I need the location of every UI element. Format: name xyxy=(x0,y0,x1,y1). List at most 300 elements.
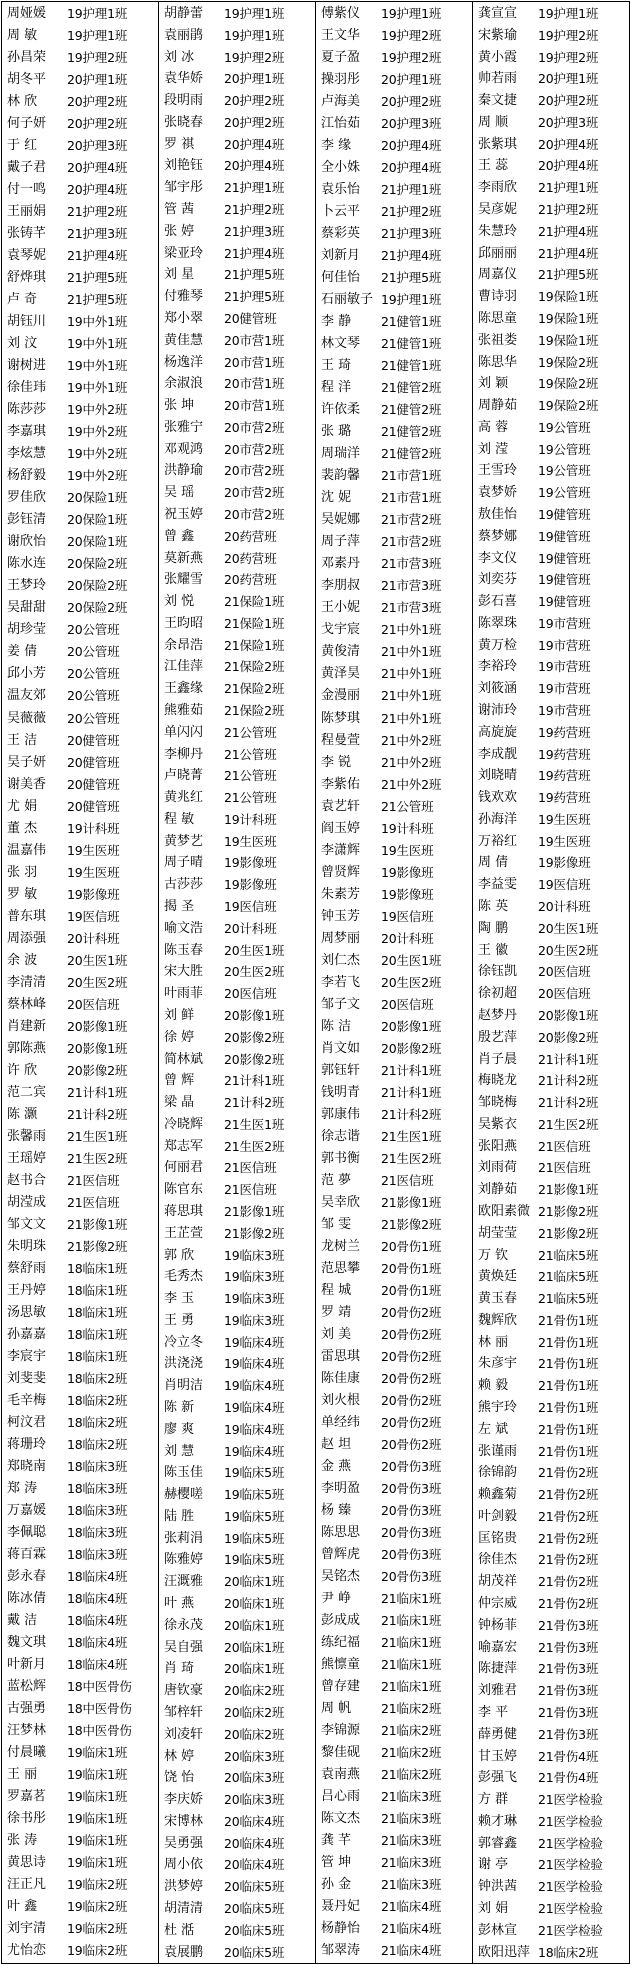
student-name: 林文琴 xyxy=(321,336,361,352)
student-name: 何子妍 xyxy=(7,116,47,132)
class-name: 20临床5班 xyxy=(224,1944,285,1960)
student-name: 李裕玲 xyxy=(478,659,518,675)
list-item xyxy=(473,439,629,461)
class-name: 19临床1班 xyxy=(67,1811,128,1827)
list-item xyxy=(316,289,472,311)
class-name: 20医信班 xyxy=(381,996,434,1012)
list-item xyxy=(2,1082,158,1104)
class-name: 21生医2班 xyxy=(67,1150,128,1166)
student-name: 彭石喜 xyxy=(478,594,518,610)
class-name: 20影像1班 xyxy=(381,1018,442,1034)
list-item xyxy=(316,597,472,619)
class-name: 18临床1班 xyxy=(67,1282,128,1298)
student-name: 谢 亭 xyxy=(478,1857,509,1873)
class-name: 19健管班 xyxy=(538,550,591,566)
list-item xyxy=(473,1332,629,1354)
class-name: 21医学检验 xyxy=(538,1900,603,1916)
student-name: 冷晓辉 xyxy=(164,1116,204,1132)
list-item xyxy=(473,1811,629,1833)
class-name: 18临床4班 xyxy=(67,1635,128,1651)
class-name: 21计科1班 xyxy=(538,1051,599,1067)
list-item xyxy=(316,619,472,641)
list-item xyxy=(159,1179,315,1201)
class-name: 20护理3班 xyxy=(538,114,599,130)
class-name: 20护理1班 xyxy=(224,71,285,87)
student-name: 毛秀杰 xyxy=(164,1269,204,1285)
student-name: 陈 英 xyxy=(478,899,509,915)
list-item xyxy=(159,1658,315,1680)
student-name: 吴彦妮 xyxy=(478,202,518,218)
student-name: 周小依 xyxy=(164,1857,204,1873)
list-item xyxy=(316,201,472,223)
student-name: 张阳燕 xyxy=(478,1138,518,1154)
student-name: 陈莎莎 xyxy=(7,402,47,418)
class-name: 20生医1班 xyxy=(538,920,599,936)
class-name: 21护理4班 xyxy=(67,248,128,264)
class-name: 19护理1班 xyxy=(538,6,599,21)
list-item xyxy=(316,1214,472,1236)
list-item xyxy=(473,1593,629,1615)
list-item xyxy=(159,1571,315,1593)
student-name: 付晨曦 xyxy=(7,1745,47,1761)
class-name: 19市营班 xyxy=(538,703,591,718)
class-name: 19生医班 xyxy=(538,833,591,849)
class-name: 21骨伤4班 xyxy=(538,1748,599,1764)
class-name: 21骨伤1班 xyxy=(538,1421,599,1437)
list-item xyxy=(316,1236,472,1258)
student-name: 李成靓 xyxy=(478,746,518,762)
list-item xyxy=(473,1157,629,1179)
class-name: 19生医班 xyxy=(381,842,434,858)
student-name: 李佩聪 xyxy=(7,1525,47,1541)
class-name: 20护理4班 xyxy=(224,158,285,174)
student-name: 许 欣 xyxy=(7,1062,38,1078)
list-item xyxy=(2,465,158,487)
student-name: 黎佳砚 xyxy=(321,1745,361,1761)
list-item xyxy=(473,1441,629,1463)
student-name: 廖 爽 xyxy=(164,1421,195,1437)
student-name: 陈冰倩 xyxy=(7,1591,47,1607)
class-name: 19市营班 xyxy=(538,615,591,631)
class-name: 20临床1班 xyxy=(224,1574,285,1590)
class-name: 18中医骨伤 xyxy=(67,1723,132,1739)
class-name: 19保险1班 xyxy=(538,332,599,348)
student-name: 王鑫缘 xyxy=(164,681,204,697)
student-name: 谢美香 xyxy=(7,776,47,792)
list-item xyxy=(316,796,472,818)
student-name: 刘 颖 xyxy=(478,376,509,392)
student-name: 李 锐 xyxy=(321,754,352,770)
list-item xyxy=(316,531,472,553)
list-item xyxy=(316,1610,472,1632)
list-item xyxy=(2,1852,158,1874)
class-name: 21健管2班 xyxy=(381,424,442,440)
student-name: 郑 涛 xyxy=(7,1481,38,1497)
class-name: 19护理1班 xyxy=(67,28,128,44)
class-name: 21中外1班 xyxy=(381,666,442,682)
class-name: 20骨伤2班 xyxy=(381,1392,442,1408)
list-item xyxy=(473,1876,629,1898)
class-name: 19临床5班 xyxy=(224,1465,285,1481)
student-name: 付一鸣 xyxy=(7,182,47,198)
student-name: 王小妮 xyxy=(321,600,361,616)
class-name: 19临床5班 xyxy=(224,1530,285,1546)
student-name: 万嘉媛 xyxy=(7,1503,47,1519)
list-item xyxy=(159,656,315,678)
list-item xyxy=(2,1390,158,1412)
student-name: 张铸芊 xyxy=(7,226,47,242)
student-name: 李紫佑 xyxy=(321,776,361,792)
student-name: 薛勇健 xyxy=(478,1726,518,1742)
list-item xyxy=(473,1375,629,1397)
class-name: 20影像2班 xyxy=(381,1040,442,1056)
list-item xyxy=(2,1742,158,1764)
student-name: 刘 汶 xyxy=(7,336,38,352)
student-name: 郭陈燕 xyxy=(7,1040,47,1056)
student-name: 肖文如 xyxy=(321,1040,361,1056)
student-name: 李文仪 xyxy=(478,550,518,566)
list-item xyxy=(159,1811,315,1833)
student-name: 肖 琦 xyxy=(164,1661,195,1677)
list-item xyxy=(2,3,158,25)
class-name: 21市营1班 xyxy=(381,468,442,484)
list-item xyxy=(2,1434,158,1456)
list-item xyxy=(159,1136,315,1158)
class-name: 21影像2班 xyxy=(67,1238,128,1254)
list-item xyxy=(2,421,158,443)
class-name: 21市营2班 xyxy=(381,534,442,550)
student-name: 钟洪茜 xyxy=(478,1879,518,1895)
list-item xyxy=(159,264,315,286)
list-item xyxy=(159,1528,315,1550)
class-name: 21市营2班 xyxy=(381,512,442,528)
student-name: 肖明洁 xyxy=(164,1378,204,1394)
list-item xyxy=(316,69,472,91)
class-name: 20影像2班 xyxy=(67,1062,128,1078)
student-name: 洪梦婷 xyxy=(164,1879,204,1895)
list-item xyxy=(473,1746,629,1768)
list-item xyxy=(159,961,315,983)
class-name: 20护理2班 xyxy=(381,94,442,110)
student-name: 欧阳素微 xyxy=(478,1203,531,1219)
student-name: 仲宗威 xyxy=(478,1596,518,1612)
list-item xyxy=(2,884,158,906)
class-name: 19计科班 xyxy=(381,820,434,836)
class-name: 20临床4班 xyxy=(224,1857,285,1873)
class-name: 21计科2班 xyxy=(381,1106,442,1122)
list-item xyxy=(473,591,629,613)
class-name: 21骨伤3班 xyxy=(538,1639,599,1655)
class-name: 20公管班 xyxy=(67,666,120,682)
list-item xyxy=(159,852,315,874)
class-name: 21骨伤3班 xyxy=(538,1661,599,1677)
list-item xyxy=(316,1896,472,1918)
student-name: 张 璐 xyxy=(321,424,352,440)
student-name: 曹诗羽 xyxy=(478,289,518,305)
class-name: 21健管2班 xyxy=(381,402,442,418)
list-item xyxy=(159,526,315,548)
class-name: 20计科班 xyxy=(67,930,120,946)
student-name: 曾贤辉 xyxy=(321,864,361,880)
class-name: 19公管班 xyxy=(538,419,591,435)
class-name: 21影像2班 xyxy=(538,1203,599,1219)
class-name: 21骨伤2班 xyxy=(538,1465,599,1481)
student-name: 蔡林峰 xyxy=(7,996,47,1012)
student-name: 余淑浪 xyxy=(164,376,204,392)
class-name: 18临床3班 xyxy=(67,1481,128,1497)
list-item xyxy=(159,90,315,112)
list-item xyxy=(316,1060,472,1082)
class-name: 20骨伤1班 xyxy=(381,1260,442,1276)
student-name: 杨舒毅 xyxy=(7,468,47,484)
class-name: 20生医1班 xyxy=(381,952,442,968)
class-name: 18临床2班 xyxy=(538,1944,599,1960)
list-item xyxy=(316,1016,472,1038)
list-item xyxy=(159,1680,315,1702)
student-name: 邹宇彤 xyxy=(164,180,204,196)
student-name: 黄小霞 xyxy=(478,49,518,65)
student-name: 刘 冰 xyxy=(164,49,195,65)
student-name: 陈思童 xyxy=(478,310,518,326)
class-name: 19市营班 xyxy=(538,681,591,697)
list-item xyxy=(2,1632,158,1654)
list-item xyxy=(473,1027,629,1049)
student-name: 李明盈 xyxy=(321,1481,361,1497)
class-name: 21护理5班 xyxy=(224,267,285,283)
list-item xyxy=(159,983,315,1005)
student-name: 罗 祺 xyxy=(164,136,195,152)
list-item xyxy=(2,1720,158,1742)
student-name: 左 斌 xyxy=(478,1421,509,1437)
class-name: 21生医1班 xyxy=(381,1128,442,1144)
student-name: 李 缘 xyxy=(321,138,352,154)
student-name: 胡茂祥 xyxy=(478,1574,518,1590)
student-name: 孙昌荣 xyxy=(7,50,47,66)
student-name: 刘静茹 xyxy=(478,1182,518,1198)
student-name: 尤 娟 xyxy=(7,798,38,814)
student-name: 徐钰凯 xyxy=(478,964,518,980)
class-name: 19药营班 xyxy=(538,724,591,740)
list-item xyxy=(473,112,629,134)
student-name: 于 红 xyxy=(7,138,38,154)
class-name: 21生医2班 xyxy=(538,1116,599,1132)
student-name: 张耀雪 xyxy=(164,572,204,588)
student-name: 熊宇玲 xyxy=(478,1400,518,1415)
student-name: 赖鑫菊 xyxy=(478,1487,518,1503)
class-name: 21生医1班 xyxy=(224,1116,285,1132)
student-name: 叶雨菲 xyxy=(164,986,204,1002)
class-name: 20影像1班 xyxy=(538,1007,599,1023)
class-name: 21临床5班 xyxy=(538,1247,599,1263)
class-name: 20市营2班 xyxy=(224,441,285,457)
student-name: 王 洁 xyxy=(7,732,38,748)
class-name: 21影像1班 xyxy=(381,1194,442,1210)
student-name: 彭钰清 xyxy=(7,512,47,528)
student-name: 熊懔童 xyxy=(321,1657,361,1673)
list-item xyxy=(159,1223,315,1245)
student-name: 李柳丹 xyxy=(164,746,204,762)
student-name: 夏子盈 xyxy=(321,50,361,66)
student-name: 许依柔 xyxy=(321,402,361,418)
list-item xyxy=(473,1201,629,1223)
student-name: 戈宇宸 xyxy=(321,622,361,638)
list-item xyxy=(473,1397,629,1419)
class-name: 19医信班 xyxy=(538,877,591,893)
class-name: 19护理1班 xyxy=(67,6,128,21)
list-item xyxy=(316,840,472,862)
class-name: 20骨伤3班 xyxy=(381,1481,442,1497)
student-name: 宋紫瑜 xyxy=(478,27,518,43)
student-name: 陈捷萍 xyxy=(478,1661,518,1677)
student-name: 李嘉琪 xyxy=(7,424,47,440)
student-name: 杨 臻 xyxy=(321,1503,352,1519)
class-name: 20护理4班 xyxy=(538,158,599,174)
student-name: 谢树进 xyxy=(7,358,47,374)
student-name: 吴勇强 xyxy=(164,1835,204,1851)
list-item xyxy=(2,641,158,663)
class-name: 19临床4班 xyxy=(224,1400,285,1415)
student-name: 曾 鑫 xyxy=(164,528,195,544)
class-name: 19临床3班 xyxy=(224,1312,285,1328)
class-name: 19影像班 xyxy=(381,886,434,902)
student-name: 陈文杰 xyxy=(321,1811,361,1827)
student-name: 吴薇薇 xyxy=(7,710,47,726)
class-name: 20市营2班 xyxy=(224,463,285,479)
list-item xyxy=(316,113,472,135)
class-name: 19医信班 xyxy=(224,899,277,915)
list-item xyxy=(473,918,629,940)
student-name: 范思攀 xyxy=(321,1260,361,1276)
class-name: 21骨伤1班 xyxy=(538,1400,599,1415)
student-name: 柯汶君 xyxy=(7,1415,47,1430)
student-name: 蒋百霖 xyxy=(7,1547,47,1563)
list-item xyxy=(159,373,315,395)
class-name: 21骨伤2班 xyxy=(538,1530,599,1546)
class-name: 21医信班 xyxy=(538,1160,591,1176)
student-name: 刘火根 xyxy=(321,1392,361,1408)
class-name: 20生医2班 xyxy=(67,974,128,990)
class-name: 20药营班 xyxy=(224,528,277,544)
list-item xyxy=(316,1830,472,1852)
class-name: 20医信班 xyxy=(538,986,591,1002)
class-name: 20骨伤2班 xyxy=(381,1437,442,1453)
list-item xyxy=(473,852,629,874)
student-name: 范二宾 xyxy=(7,1084,47,1100)
class-name: 20临床4班 xyxy=(224,1835,285,1851)
student-name: 钱欢欢 xyxy=(478,790,518,806)
class-name: 21护理4班 xyxy=(538,245,599,261)
list-item xyxy=(316,1764,472,1786)
list-item xyxy=(473,1462,629,1484)
student-name: 卢 奇 xyxy=(7,292,38,308)
list-item xyxy=(2,796,158,818)
class-name: 20骨伤3班 xyxy=(381,1547,442,1563)
class-name: 20公管班 xyxy=(67,688,120,704)
student-name: 陈 新 xyxy=(164,1400,195,1415)
student-name: 周嘉仪 xyxy=(478,267,518,283)
list-item xyxy=(316,663,472,685)
list-item xyxy=(316,1082,472,1104)
list-item xyxy=(159,1332,315,1354)
class-name: 19中外2班 xyxy=(67,424,128,440)
list-item xyxy=(2,91,158,113)
class-name: 19中外1班 xyxy=(67,380,128,396)
student-name: 雷思琪 xyxy=(321,1348,361,1364)
list-item xyxy=(316,1566,472,1588)
list-item xyxy=(316,1742,472,1764)
class-name: 19临床5班 xyxy=(224,1552,285,1568)
list-item xyxy=(473,25,629,47)
student-name: 段明雨 xyxy=(164,93,204,109)
list-item xyxy=(159,1898,315,1920)
class-name: 20临床1班 xyxy=(224,1596,285,1612)
student-name: 杜 湉 xyxy=(164,1922,195,1938)
class-name: 21护理5班 xyxy=(381,270,442,286)
student-name: 郑小翠 xyxy=(164,310,204,326)
class-name: 21公管班 xyxy=(224,724,277,740)
student-name: 邹梓轩 xyxy=(164,1704,204,1720)
student-name: 孙 金 xyxy=(321,1877,352,1893)
student-name: 汤思敏 xyxy=(7,1304,47,1320)
student-name: 胡滢成 xyxy=(7,1194,47,1210)
list-item xyxy=(2,1126,158,1148)
student-name: 高 蓉 xyxy=(478,419,509,435)
list-item xyxy=(2,1874,158,1896)
class-name: 19生医班 xyxy=(67,842,120,858)
student-name: 陈 灏 xyxy=(7,1106,38,1122)
list-item xyxy=(159,1092,315,1114)
student-name: 冷立冬 xyxy=(164,1334,204,1350)
list-item xyxy=(159,504,315,526)
student-name: 练纪福 xyxy=(321,1635,361,1651)
student-name: 袁艺轩 xyxy=(321,798,361,814)
student-name: 李 玉 xyxy=(164,1291,195,1307)
class-name: 18临床4班 xyxy=(67,1569,128,1585)
list-item xyxy=(159,1049,315,1071)
student-name: 付雅琴 xyxy=(164,289,204,305)
class-name: 21护理1班 xyxy=(224,180,285,196)
list-item xyxy=(159,25,315,47)
student-name: 熊雅茹 xyxy=(164,703,204,718)
list-item xyxy=(159,831,315,853)
column-4 xyxy=(473,2,629,1963)
class-name: 20市营1班 xyxy=(224,398,285,414)
list-item xyxy=(473,482,629,504)
list-item xyxy=(2,1104,158,1126)
class-name: 21护理3班 xyxy=(67,226,128,242)
class-name: 21医学检验 xyxy=(538,1857,603,1873)
student-name: 汪正凡 xyxy=(7,1877,47,1893)
list-item xyxy=(473,1049,629,1071)
list-item xyxy=(316,1302,472,1324)
student-name: 刘雅君 xyxy=(478,1683,518,1699)
list-item xyxy=(159,3,315,25)
list-item xyxy=(316,818,472,840)
student-name: 赖 毅 xyxy=(478,1378,509,1394)
list-item xyxy=(473,1680,629,1702)
class-name: 21护理2班 xyxy=(67,204,128,220)
student-name: 张祖娄 xyxy=(478,332,518,348)
student-name: 彭成成 xyxy=(321,1613,361,1629)
class-name: 21护理1班 xyxy=(538,180,599,196)
list-item xyxy=(159,221,315,243)
student-name: 袁梦娇 xyxy=(478,485,518,501)
list-item xyxy=(473,1288,629,1310)
class-name: 21医学检验 xyxy=(538,1922,603,1938)
list-item xyxy=(2,113,158,135)
list-item xyxy=(2,862,158,884)
class-name: 20护理4班 xyxy=(381,160,442,176)
